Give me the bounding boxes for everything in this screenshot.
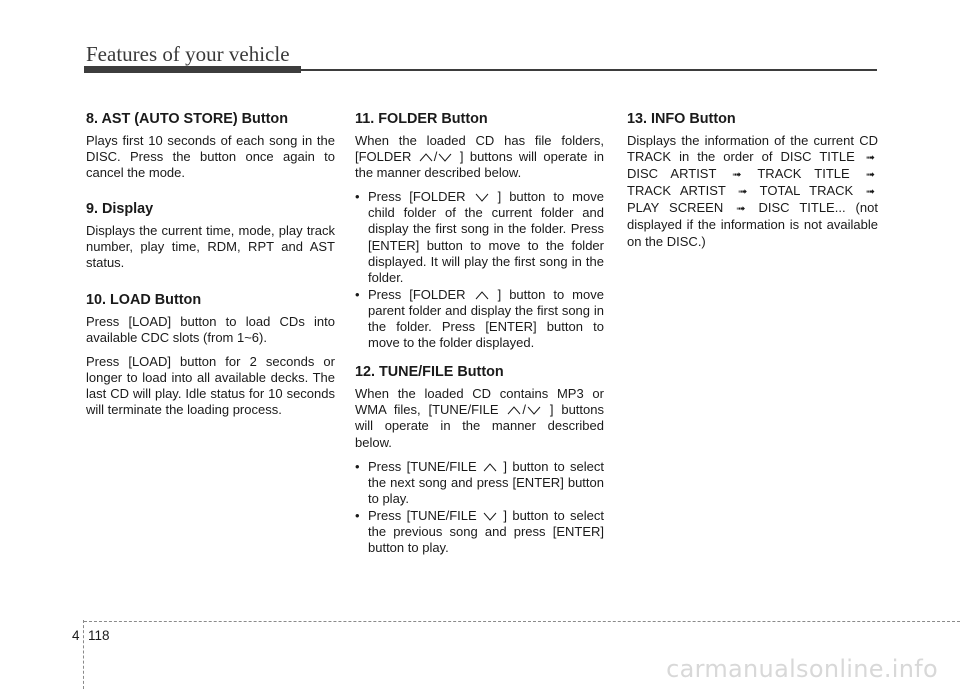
tune-b2-text-b: ] button to select the previous song and press [ENTER] button to play. [368,507,604,556]
tune-text-slash: / [522,402,527,418]
chevron-down-icon [527,406,541,415]
section-title-load: 10. LOAD Button [86,291,202,308]
chevron-down-icon [475,193,489,202]
chevron-up-icon [475,291,489,300]
info-text-4: TRACK ARTIST [627,183,726,199]
display-description: Displays the current time, mode, play track number, play time, RDM, RPT and AST status. [86,223,335,271]
bullet: • [355,458,360,474]
page-number: 118 [88,628,110,643]
tune-description [355,386,604,450]
tune-b1-text-b: ] button to select the next song and press [ENTER] button to play. [368,458,604,506]
info-text-1: Displays the information of the current CD TRACK in the order of DISC TITLE [627,133,878,165]
tune-b2-text-a: Press [TUNE/FILE [368,507,477,523]
bullet: • [355,286,360,302]
tune-b1-text-a: Press [TUNE/FILE [368,458,477,474]
tune-bullet-list [355,459,604,557]
folder-b1-text-a: Press [FOLDER [368,189,466,205]
bullet: • [355,189,360,205]
info-text-6: PLAY SCREEN [627,200,724,216]
chevron-down-icon [438,153,452,162]
chevron-down-icon [483,512,497,521]
section-title-tune: 12. TUNE/FILE Button [355,364,504,381]
list-item [355,287,604,351]
bullet: • [355,507,360,523]
arrow-right-icon: ➟ [738,186,748,199]
watermark: carmanualsonline.info [666,655,938,683]
chevron-up-icon [507,406,521,415]
chevron-up-icon [419,153,433,162]
section-title-folder: 11. FOLDER Button [355,111,488,127]
page-header-title: Features of your vehicle [86,42,290,66]
arrow-right-icon: ➟ [865,152,875,165]
folder-b1-text-b: ] button to move child folder of the current folder and display the first song in the folder. Press [ENTER] button to move to the folder displayed. It will play the first song in the folder. [368,189,604,285]
info-text-7: DISC TITLE... (not displayed if the information is not available on the DISC.) [627,200,878,249]
folder-b2-text-b: ] button to move parent folder and display the first song in the folder. Press [ENTER] button to move to the folder displayed. [368,286,604,351]
folder-b2-text-a: Press [FOLDER [368,286,466,302]
chapter-number: 4 [72,628,80,643]
folder-description [355,133,604,181]
section-title-info: 13. INFO Button [627,111,736,127]
column-right [627,111,878,258]
info-text-2: DISC ARTIST [627,166,717,182]
tune-text-a: When the loaded CD contains MP3 or WMA files, [TUNE/FILE [355,386,604,418]
folder-bullet-list [355,189,604,351]
folder-text-slash: / [433,149,438,165]
folder-text-a: When the loaded CD has file folders, [FOLDER [355,133,604,165]
column-left [86,111,335,426]
arrow-right-icon: ➟ [736,203,746,216]
info-text-5: TOTAL TRACK [759,183,854,199]
footer-rule [84,621,960,622]
folder-text-c: ] buttons will operate in the manner described below. [355,149,604,181]
header-rule [301,69,877,71]
load-description-2: Press [LOAD] button for 2 seconds or longer to load into all available decks. The last CD will play. Idle status for 10 seconds will terminate the loading process. [86,353,335,418]
tune-text-c: ] buttons will operate in the manner described below. [355,402,604,450]
list-item [355,189,604,286]
info-description [627,133,878,250]
section-title-ast: 8. AST (AUTO STORE) Button [86,111,288,127]
arrow-right-icon: ➟ [732,169,742,182]
arrow-right-icon: ➟ [865,169,875,182]
load-description-1: Press [LOAD] button to load CDs into available CDC slots (from 1~6). [86,313,335,345]
column-middle [355,111,604,557]
list-item [355,508,604,556]
list-item [355,459,604,507]
header-bar [84,66,301,73]
ast-description: Plays first 10 seconds of each song in the DISC. Press the button once again to cancel the mode. [86,133,335,181]
info-text-3: TRACK TITLE [757,166,850,182]
footer-divider [83,620,84,689]
arrow-right-icon: ➟ [865,186,875,199]
chevron-up-icon [483,463,497,472]
section-title-display: 9. Display [86,201,154,218]
